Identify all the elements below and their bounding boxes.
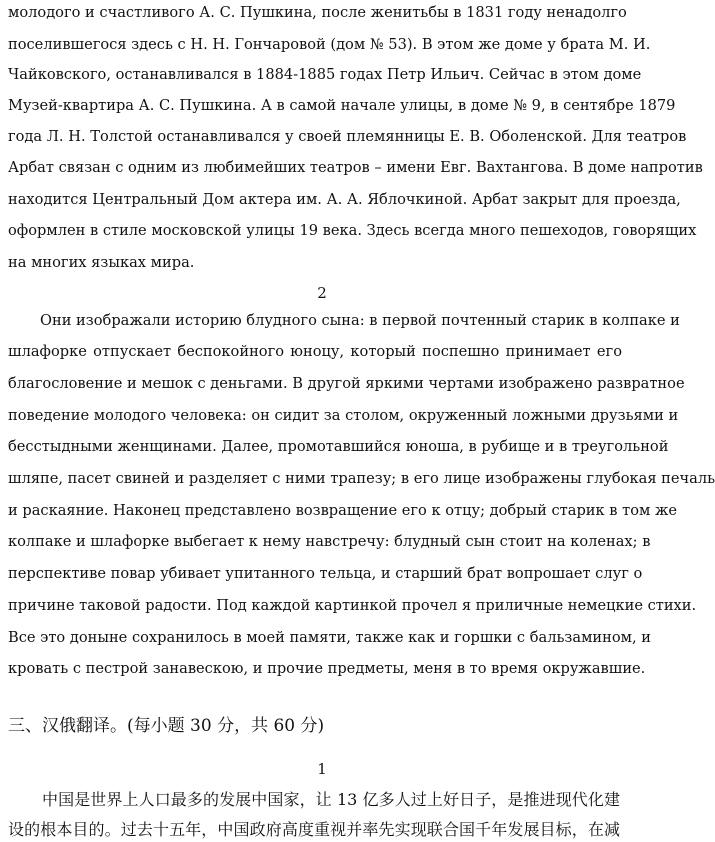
passage-1-line: на многих языках мира.: [8, 254, 195, 271]
passage-1-line: молодого и счастливого А. С. Пушкина, после женитьбы в 1831 году ненадолго: [8, 4, 627, 21]
passage-2-number: 2: [317, 284, 327, 302]
passage-2-line: кровать с пестрой занавескою, и прочие предметы, меня в то время окружавшие.: [8, 660, 646, 677]
passage-2-line: поведение молодого человека: он сидит за столом, окруженный ложными друзьями и: [8, 407, 679, 424]
passage-1-line: оформлен в стиле московской улицы 19 века. Здесь всегда много пешеходов, говорящих: [8, 222, 697, 239]
passage-2-line: шлафорке отпускает беспокойного юноцу, который поспешно принимает его: [8, 343, 622, 360]
passage-2-line: причине таковой радости. Под каждой картинкой прочел я приличные немецкие стихи.: [8, 597, 697, 614]
passage-2-line: перспективе повар убивает упитанного тельца, и старший брат вопрошает слуг о: [8, 565, 643, 582]
passage-1-line: Чайковского, останавливался в 1884-1885 годах Петр Ильич. Сейчас в этом доме: [8, 66, 642, 83]
passage-1-line: года Л. Н. Толстой останавливался у своей племянницы Е. В. Оболенской. Для театров: [8, 128, 687, 145]
passage-2-line: Они изображали историю блудного сына: в первой почтенный старик в колпаке и: [40, 312, 680, 329]
passage-2-line: Все это доныне сохранилось в моей памяти, также как и горшки с бальзамином, и: [8, 629, 652, 646]
passage-2-line: и раскаяние. Наконец представлено возвращение его к отцу; добрый старик в том же: [8, 502, 678, 519]
passage-2-line: благословение и мешок с деньгами. В другой яркими чертами изображено развратное: [8, 375, 685, 392]
chinese-line: 设的根本目的。过去十五年，中国政府高度重视并率先实现联合国千年发展目标，在减: [8, 820, 620, 839]
passage-2-line: шляпе, пасет свиней и разделяет с ними трапезу; в его лице изображены глубокая печаль: [8, 470, 715, 487]
passage-1-line: Арбат связан с одним из любимейших театров – имени Евг. Вахтангова. В доме напротив: [8, 159, 703, 176]
section-3-heading: 三、汉俄翻译。(每小题 30 分，共 60 分): [8, 716, 325, 736]
passage-1-line: находится Центральный Дом актера им. А. А. Яблочкиной. Арбат закрыт для проезда,: [8, 191, 681, 208]
passage-1-line: поселившегося здесь с Н. Н. Гончаровой (дом № 53). В этом же доме у брата М. И.: [8, 36, 651, 53]
passage-2-line: бесстыдными женщинами. Далее, промотавшийся юноша, в рубище и в треугольной: [8, 438, 669, 455]
section-3-item-number: 1: [317, 760, 327, 778]
passage-2-line: колпаке и шлафорке выбегает к нему навстречу: блудный сын стоит на коленах; в: [8, 533, 651, 550]
passage-1-line: Музей-квартира А. С. Пушкина. А в самой начале улицы, в доме № 9, в сентябре 1879: [8, 97, 676, 114]
chinese-line: 中国是世界上人口最多的发展中国家，让 13 亿多人过上好日子，是推进现代化建: [42, 790, 620, 809]
